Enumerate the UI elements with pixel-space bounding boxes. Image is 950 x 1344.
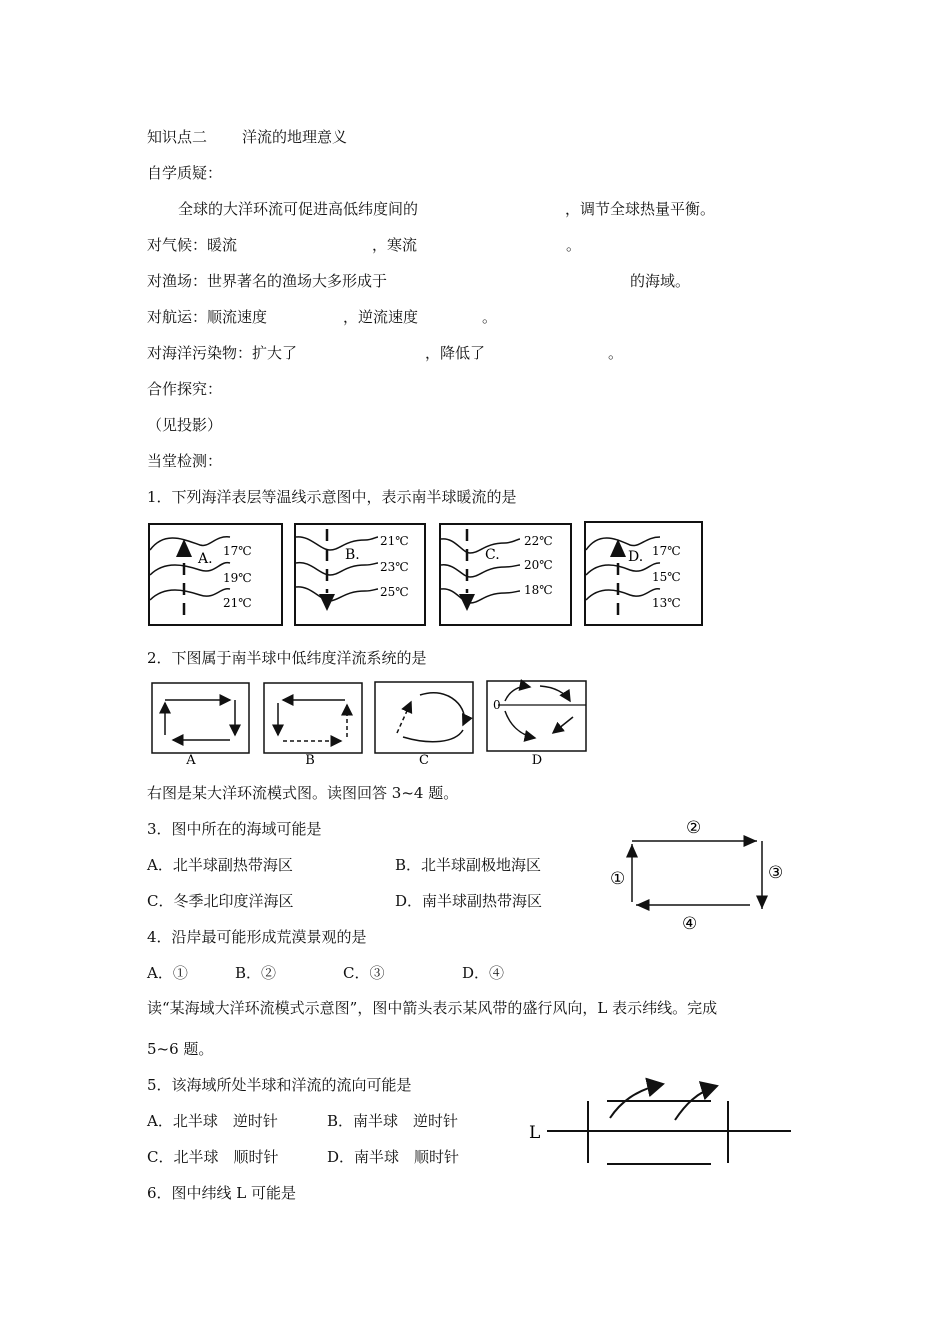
q3-option-b: B．北半球副极地海区 bbox=[395, 856, 542, 874]
q1-fig-a-temp-3: 21℃ bbox=[223, 596, 252, 610]
line-pollution-b: ，降低了 bbox=[425, 344, 486, 362]
projection-note: （见投影） bbox=[147, 416, 223, 434]
question-5: 5．该海域所处半球和洋流的流向可能是 bbox=[147, 1076, 412, 1094]
q1-fig-d-temp-1: 17℃ bbox=[652, 544, 681, 558]
q3-option-d: D．南半球副热带海区 bbox=[395, 892, 543, 910]
gyre-mark-4: ④ bbox=[682, 914, 698, 934]
q34-gyre-diagram bbox=[600, 812, 800, 937]
line-fishery-b: 的海域。 bbox=[630, 272, 691, 290]
q2-label-a: A bbox=[186, 753, 196, 768]
question-4: 4．沿岸最可能形成荒漠景观的是 bbox=[147, 928, 367, 946]
gyre-mark-1: ① bbox=[610, 869, 626, 889]
question-2: 2．下图属于南半球中低纬度洋流系统的是 bbox=[147, 649, 427, 667]
q1-fig-a bbox=[149, 524, 282, 625]
q1-fig-d bbox=[585, 522, 702, 625]
q4-option-b: B．② bbox=[235, 964, 277, 982]
q2-current-figures bbox=[145, 675, 595, 775]
q1-fig-c bbox=[440, 524, 571, 625]
line-climate-c: 。 bbox=[566, 236, 582, 254]
q5-option-b: B．南半球 逆时针 bbox=[327, 1112, 459, 1130]
q5-option-c: C．北半球 顺时针 bbox=[147, 1148, 279, 1166]
q1-fig-a-temp-2: 19℃ bbox=[223, 571, 252, 585]
q1-fig-c-temp-1: 22℃ bbox=[524, 534, 553, 548]
question-6: 6．图中纬线 L 可能是 bbox=[147, 1184, 297, 1202]
line-climate-b: ，寒流 bbox=[372, 236, 418, 254]
question-3: 3．图中所在的海域可能是 bbox=[147, 820, 322, 838]
q1-fig-c-letter: C. bbox=[485, 547, 500, 563]
q2-fig-b bbox=[264, 683, 362, 768]
q2-fig-d bbox=[487, 681, 586, 768]
line-pollution-c: 。 bbox=[608, 344, 624, 362]
q1-fig-b-temp-1: 21℃ bbox=[380, 534, 409, 548]
q2-fig-d-zero: 0 bbox=[493, 698, 501, 712]
line-climate-a: 对气候：暖流 bbox=[147, 236, 238, 254]
line-heat-a: 全球的大洋环流可促进高低纬度间的 bbox=[178, 200, 419, 218]
q4-option-d: D．④ bbox=[462, 964, 505, 982]
line-shipping-a: 对航运：顺流速度 bbox=[147, 308, 268, 326]
q4-option-c: C．③ bbox=[343, 964, 385, 982]
q1-fig-d-temp-3: 13℃ bbox=[652, 596, 681, 610]
intro-5-6-line1: 读“某海域大洋环流模式示意图”，图中箭头表示某风带的盛行风向，L 表示纬线。完成 bbox=[147, 999, 718, 1017]
q5-option-d: D．南半球 顺时针 bbox=[327, 1148, 460, 1166]
intro-5-6-line2: 5~6 题。 bbox=[147, 1040, 214, 1058]
q1-fig-d-temp-2: 15℃ bbox=[652, 570, 681, 584]
q2-label-b: B bbox=[305, 753, 315, 768]
q1-fig-a-temp-1: 17℃ bbox=[223, 544, 252, 558]
q2-label-d: D bbox=[531, 753, 543, 768]
q1-fig-b-letter: B. bbox=[345, 547, 360, 563]
in-class-heading: 当堂检测： bbox=[147, 452, 223, 470]
q1-fig-d-letter: D. bbox=[628, 549, 644, 565]
q5-option-a: A．北半球 逆时针 bbox=[147, 1112, 278, 1130]
section-title: 知识点二 bbox=[147, 128, 208, 146]
self-study-heading: 自学质疑： bbox=[147, 164, 223, 182]
q1-fig-b-temp-3: 25℃ bbox=[380, 585, 409, 599]
q2-fig-a bbox=[152, 683, 249, 768]
q1-fig-a-letter: A. bbox=[198, 551, 213, 567]
gyre-mark-3: ③ bbox=[768, 863, 784, 883]
line-heat-b: ，调节全球热量平衡。 bbox=[565, 200, 716, 218]
latitude-label: L bbox=[529, 1123, 541, 1143]
section-topic: 洋流的地理意义 bbox=[242, 128, 348, 146]
line-pollution-a: 对海洋污染物：扩大了 bbox=[147, 344, 298, 362]
q56-wind-diagram bbox=[525, 1068, 800, 1173]
q1-fig-c-temp-3: 18℃ bbox=[524, 583, 553, 597]
line-shipping-b: ，逆流速度 bbox=[343, 308, 419, 326]
q1-fig-c-temp-2: 20℃ bbox=[524, 558, 553, 572]
q1-fig-b-temp-2: 23℃ bbox=[380, 560, 409, 574]
q4-option-a: A．① bbox=[147, 964, 188, 982]
q2-fig-c bbox=[375, 682, 473, 768]
question-1: 1．下列海洋表层等温线示意图中，表示南半球暖流的是 bbox=[147, 488, 517, 506]
q1-isotherm-figures bbox=[140, 515, 710, 630]
cooperate-heading: 合作探究： bbox=[147, 380, 223, 398]
q2-label-c: C bbox=[419, 753, 429, 768]
gyre-mark-2: ② bbox=[686, 818, 702, 838]
q3-option-a: A．北半球副热带海区 bbox=[147, 856, 293, 874]
q1-fig-b bbox=[295, 524, 425, 625]
line-shipping-c: 。 bbox=[482, 308, 498, 326]
line-fishery-a: 对渔场：世界著名的渔场大多形成于 bbox=[147, 272, 388, 290]
q3-option-c: C．冬季北印度洋海区 bbox=[147, 892, 294, 910]
intro-3-4: 右图是某大洋环流模式图。读图回答 3~4 题。 bbox=[147, 784, 459, 802]
